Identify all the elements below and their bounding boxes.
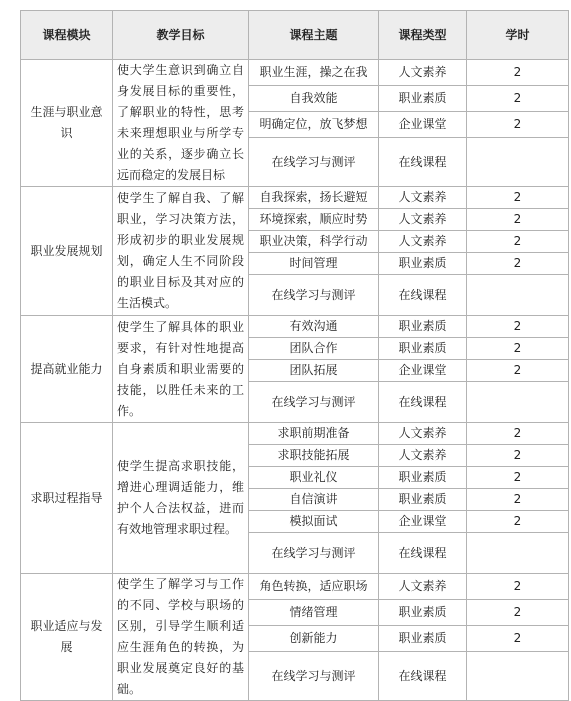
module-goal: 使学生了解具体的职业要求，有针对性地提高自身素质和职业需要的技能，以胜任未来的工作。 bbox=[113, 316, 249, 423]
course-type: 企业课堂 bbox=[379, 112, 467, 138]
curriculum-table bbox=[20, 10, 569, 701]
course-hours: 2 bbox=[467, 600, 569, 626]
course-type: 在线课程 bbox=[379, 533, 467, 574]
course-topic: 团队拓展 bbox=[249, 360, 379, 382]
course-hours: 2 bbox=[467, 626, 569, 652]
course-hours: 2 bbox=[467, 360, 569, 382]
course-hours: 2 bbox=[467, 316, 569, 338]
course-hours: 2 bbox=[467, 445, 569, 467]
course-type: 职业素质 bbox=[379, 600, 467, 626]
header-goal: 教学目标 bbox=[113, 11, 249, 60]
course-hours: 2 bbox=[467, 574, 569, 600]
course-hours bbox=[467, 275, 569, 316]
course-hours bbox=[467, 138, 569, 187]
table-row bbox=[21, 187, 569, 209]
table-row bbox=[21, 60, 569, 86]
course-topic: 明确定位，放飞梦想 bbox=[249, 112, 379, 138]
course-hours: 2 bbox=[467, 231, 569, 253]
course-topic: 环境探索，顺应时势 bbox=[249, 209, 379, 231]
header-hours: 学时 bbox=[467, 11, 569, 60]
course-topic: 在线学习与测评 bbox=[249, 652, 379, 701]
course-hours: 2 bbox=[467, 467, 569, 489]
course-topic: 职业礼仪 bbox=[249, 467, 379, 489]
course-hours: 2 bbox=[467, 60, 569, 86]
course-hours bbox=[467, 652, 569, 701]
module-name: 生涯与职业意识 bbox=[21, 60, 113, 187]
module-name: 职业发展规划 bbox=[21, 187, 113, 316]
course-topic: 求职技能拓展 bbox=[249, 445, 379, 467]
module-goal: 使学生提高求职技能，增进心理调适能力，维护个人合法权益，进而有效地管理求职过程。 bbox=[113, 423, 249, 574]
course-type: 人文素养 bbox=[379, 423, 467, 445]
course-type: 职业素质 bbox=[379, 489, 467, 511]
course-type: 在线课程 bbox=[379, 275, 467, 316]
course-type: 在线课程 bbox=[379, 652, 467, 701]
header-row bbox=[21, 11, 569, 60]
course-topic: 求职前期准备 bbox=[249, 423, 379, 445]
course-type: 职业素质 bbox=[379, 316, 467, 338]
module-name: 求职过程指导 bbox=[21, 423, 113, 574]
table-row bbox=[21, 423, 569, 445]
course-type: 职业素质 bbox=[379, 253, 467, 275]
course-topic: 在线学习与测评 bbox=[249, 138, 379, 187]
course-topic: 在线学习与测评 bbox=[249, 275, 379, 316]
course-type: 人文素养 bbox=[379, 209, 467, 231]
course-type: 职业素质 bbox=[379, 86, 467, 112]
course-topic: 时间管理 bbox=[249, 253, 379, 275]
course-hours: 2 bbox=[467, 209, 569, 231]
course-hours bbox=[467, 382, 569, 423]
course-hours: 2 bbox=[467, 511, 569, 533]
module-goal: 使大学生意识到确立自身发展目标的重要性，了解职业的特性，思考未来理想职业与所学专业的关系，逐步确立长远而稳定的发展目标 bbox=[113, 60, 249, 187]
course-hours: 2 bbox=[467, 253, 569, 275]
course-topic: 创新能力 bbox=[249, 626, 379, 652]
course-topic: 自我效能 bbox=[249, 86, 379, 112]
course-topic: 角色转换，适应职场 bbox=[249, 574, 379, 600]
course-type: 职业素质 bbox=[379, 626, 467, 652]
course-type: 人文素养 bbox=[379, 60, 467, 86]
course-type: 人文素养 bbox=[379, 445, 467, 467]
course-type: 企业课堂 bbox=[379, 360, 467, 382]
module-goal: 使学生了解自我、了解职业，学习决策方法，形成初步的职业发展规划，确定人生不同阶段的职业目标及其对应的生活模式。 bbox=[113, 187, 249, 316]
course-hours: 2 bbox=[467, 423, 569, 445]
course-type: 职业素质 bbox=[379, 338, 467, 360]
course-type: 在线课程 bbox=[379, 138, 467, 187]
table-row bbox=[21, 316, 569, 338]
table-row bbox=[21, 574, 569, 600]
course-hours: 2 bbox=[467, 187, 569, 209]
header-module: 课程模块 bbox=[21, 11, 113, 60]
header-topic: 课程主题 bbox=[249, 11, 379, 60]
course-topic: 模拟面试 bbox=[249, 511, 379, 533]
module-goal: 使学生了解学习与工作的不同、学校与职场的区别，引导学生顺利适应生涯角色的转换，为职业发展奠定良好的基础。 bbox=[113, 574, 249, 701]
course-type: 企业课堂 bbox=[379, 511, 467, 533]
course-topic: 有效沟通 bbox=[249, 316, 379, 338]
course-type: 职业素质 bbox=[379, 467, 467, 489]
course-topic: 团队合作 bbox=[249, 338, 379, 360]
course-topic: 自信演讲 bbox=[249, 489, 379, 511]
course-type: 人文素养 bbox=[379, 187, 467, 209]
course-type: 人文素养 bbox=[379, 574, 467, 600]
course-topic: 在线学习与测评 bbox=[249, 533, 379, 574]
course-hours: 2 bbox=[467, 86, 569, 112]
course-hours: 2 bbox=[467, 338, 569, 360]
module-name: 提高就业能力 bbox=[21, 316, 113, 423]
course-topic: 职业生涯，操之在我 bbox=[249, 60, 379, 86]
course-hours bbox=[467, 533, 569, 574]
course-topic: 自我探索，扬长避短 bbox=[249, 187, 379, 209]
course-type: 在线课程 bbox=[379, 382, 467, 423]
header-type: 课程类型 bbox=[379, 11, 467, 60]
course-topic: 职业决策，科学行动 bbox=[249, 231, 379, 253]
table-body bbox=[21, 60, 569, 701]
course-topic: 情绪管理 bbox=[249, 600, 379, 626]
course-hours: 2 bbox=[467, 112, 569, 138]
course-type: 人文素养 bbox=[379, 231, 467, 253]
course-hours: 2 bbox=[467, 489, 569, 511]
course-topic: 在线学习与测评 bbox=[249, 382, 379, 423]
module-name: 职业适应与发展 bbox=[21, 574, 113, 701]
